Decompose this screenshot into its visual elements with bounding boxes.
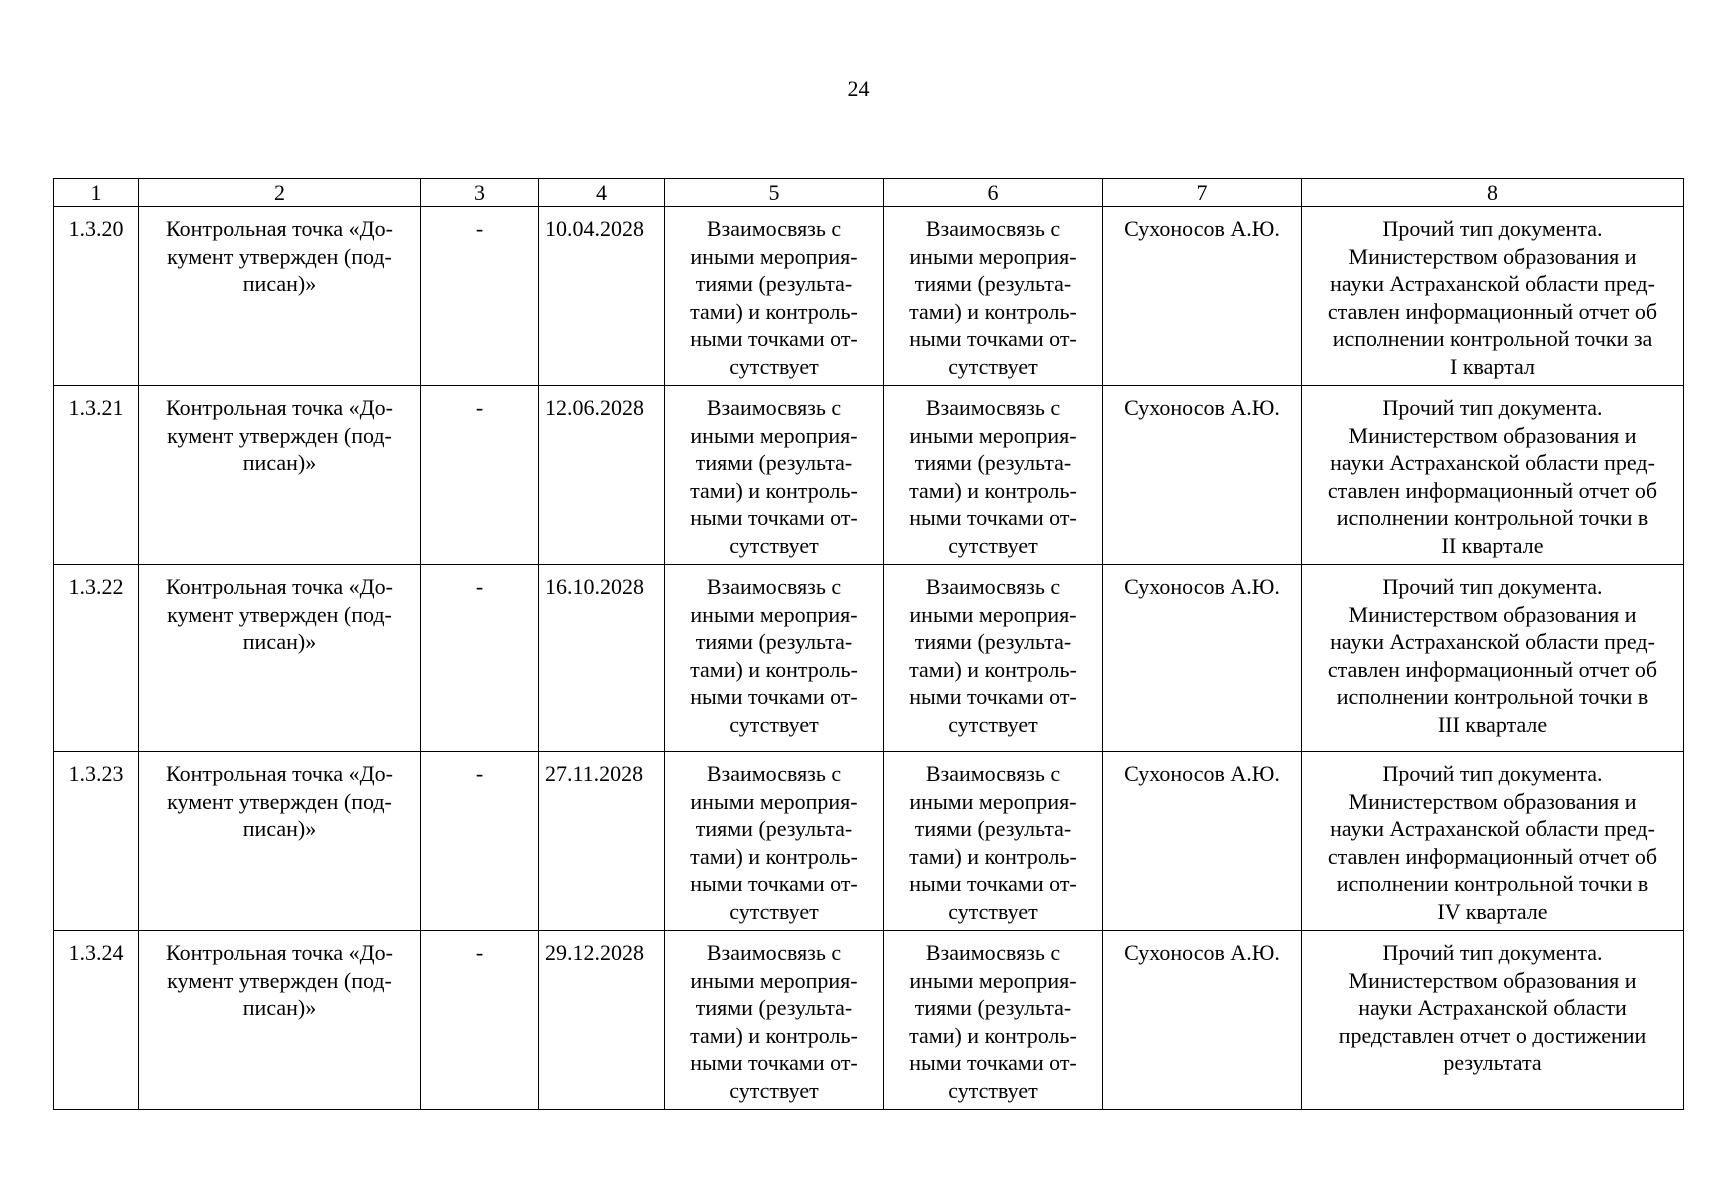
document-description <box>1302 931 1684 1110</box>
col3-value: - <box>421 207 539 386</box>
header-col-3: 3 <box>421 179 539 207</box>
document-description-text: Прочий тип документа. Министерством образования и науки Астраханской области пред- ставлен информационный отчет об исполнении контрольной точки в IV квартале <box>1327 761 1658 924</box>
successor-link-text: Взаимосвязь с иными мероприя- тиями (результа- тами) и контроль- ными точками от- сутствует <box>909 574 1077 737</box>
control-point-name <box>139 565 421 752</box>
col3-value: - <box>421 386 539 565</box>
successor-link-text: Взаимосвязь с иными мероприя- тиями (результа- тами) и контроль- ными точками от- сутствует <box>909 761 1077 924</box>
document-description <box>1302 207 1684 386</box>
col3-value: - <box>421 752 539 931</box>
control-point-name <box>139 207 421 386</box>
deadline-date: 16.10.2028 <box>539 565 665 752</box>
predecessor-link-text: Взаимосвязь с иными мероприя- тиями (результа- тами) и контроль- ными точками от- сутствует <box>690 761 858 924</box>
document-description <box>1302 386 1684 565</box>
col3-value: - <box>421 565 539 752</box>
control-point-name-text: Контрольная точка «До- кумент утвержден (под- писан)» <box>166 940 393 1020</box>
predecessor-link-text: Взаимосвязь с иными мероприя- тиями (результа- тами) и контроль- ными точками от- сутствует <box>690 940 858 1103</box>
predecessor-link <box>665 386 884 565</box>
successor-link <box>884 565 1103 752</box>
control-point-name <box>139 752 421 931</box>
document-description-text: Прочий тип документа. Министерством образования и науки Астраханской области пред- ставлен информационный отчет об исполнении контрольной точки в II квартале <box>1327 395 1658 558</box>
responsible-person: Сухоносов А.Ю. <box>1103 752 1302 931</box>
control-point-name-text: Контрольная точка «До- кумент утвержден (под- писан)» <box>166 761 393 841</box>
table-row <box>54 565 1684 752</box>
table-row <box>54 207 1684 386</box>
successor-link <box>884 752 1103 931</box>
successor-link-text: Взаимосвязь с иными мероприя- тиями (результа- тами) и контроль- ными точками от- сутствует <box>909 395 1077 558</box>
deadline-date: 29.12.2028 <box>539 931 665 1110</box>
table-row <box>54 931 1684 1110</box>
table-header-row <box>54 179 1684 207</box>
deadline-date: 12.06.2028 <box>539 386 665 565</box>
row-number: 1.3.23 <box>54 752 139 931</box>
document-description-text: Прочий тип документа. Министерством образования и науки Астраханской области пред- ставлен информационный отчет об исполнении контрольной точки в III квартале <box>1327 574 1658 737</box>
predecessor-link-text: Взаимосвязь с иными мероприя- тиями (результа- тами) и контроль- ными точками от- сутствует <box>690 216 858 379</box>
predecessor-link <box>665 207 884 386</box>
header-col-2: 2 <box>139 179 421 207</box>
control-point-name-text: Контрольная точка «До- кумент утвержден (под- писан)» <box>166 574 393 654</box>
control-points-table <box>53 178 1684 1110</box>
header-col-4: 4 <box>539 179 665 207</box>
successor-link-text: Взаимосвязь с иными мероприя- тиями (результа- тами) и контроль- ными точками от- сутствует <box>909 216 1077 379</box>
row-number: 1.3.22 <box>54 565 139 752</box>
responsible-person: Сухоносов А.Ю. <box>1103 386 1302 565</box>
col3-value: - <box>421 931 539 1110</box>
document-description <box>1302 752 1684 931</box>
table-row <box>54 752 1684 931</box>
document-description-text: Прочий тип документа. Министерством образования и науки Астраханской области пред- ставлен информационный отчет об исполнении контрольной точки за I квартал <box>1327 216 1658 379</box>
header-col-5: 5 <box>665 179 884 207</box>
control-point-name-text: Контрольная точка «До- кумент утвержден (под- писан)» <box>166 395 393 475</box>
responsible-person: Сухоносов А.Ю. <box>1103 207 1302 386</box>
control-point-name <box>139 931 421 1110</box>
predecessor-link-text: Взаимосвязь с иными мероприя- тиями (результа- тами) и контроль- ными точками от- сутствует <box>690 395 858 558</box>
row-number: 1.3.24 <box>54 931 139 1110</box>
header-col-7: 7 <box>1103 179 1302 207</box>
successor-link <box>884 931 1103 1110</box>
deadline-date: 27.11.2028 <box>539 752 665 931</box>
document-description <box>1302 565 1684 752</box>
row-number: 1.3.20 <box>54 207 139 386</box>
deadline-date: 10.04.2028 <box>539 207 665 386</box>
predecessor-link <box>665 565 884 752</box>
document-description-text: Прочий тип документа. Министерством образования и науки Астраханской области представлен отчет о достижении результата <box>1338 940 1647 1075</box>
predecessor-link-text: Взаимосвязь с иными мероприя- тиями (результа- тами) и контроль- ными точками от- сутствует <box>690 574 858 737</box>
successor-link <box>884 207 1103 386</box>
header-col-1: 1 <box>54 179 139 207</box>
table-row <box>54 386 1684 565</box>
responsible-person: Сухоносов А.Ю. <box>1103 565 1302 752</box>
header-col-8: 8 <box>1302 179 1684 207</box>
page-number: 24 <box>847 76 870 101</box>
responsible-person: Сухоносов А.Ю. <box>1103 931 1302 1110</box>
control-point-name <box>139 386 421 565</box>
predecessor-link <box>665 752 884 931</box>
control-point-name-text: Контрольная точка «До- кумент утвержден (под- писан)» <box>166 216 393 296</box>
row-number: 1.3.21 <box>54 386 139 565</box>
header-col-6: 6 <box>884 179 1103 207</box>
successor-link-text: Взаимосвязь с иными мероприя- тиями (результа- тами) и контроль- ными точками от- сутствует <box>909 940 1077 1103</box>
successor-link <box>884 386 1103 565</box>
predecessor-link <box>665 931 884 1110</box>
